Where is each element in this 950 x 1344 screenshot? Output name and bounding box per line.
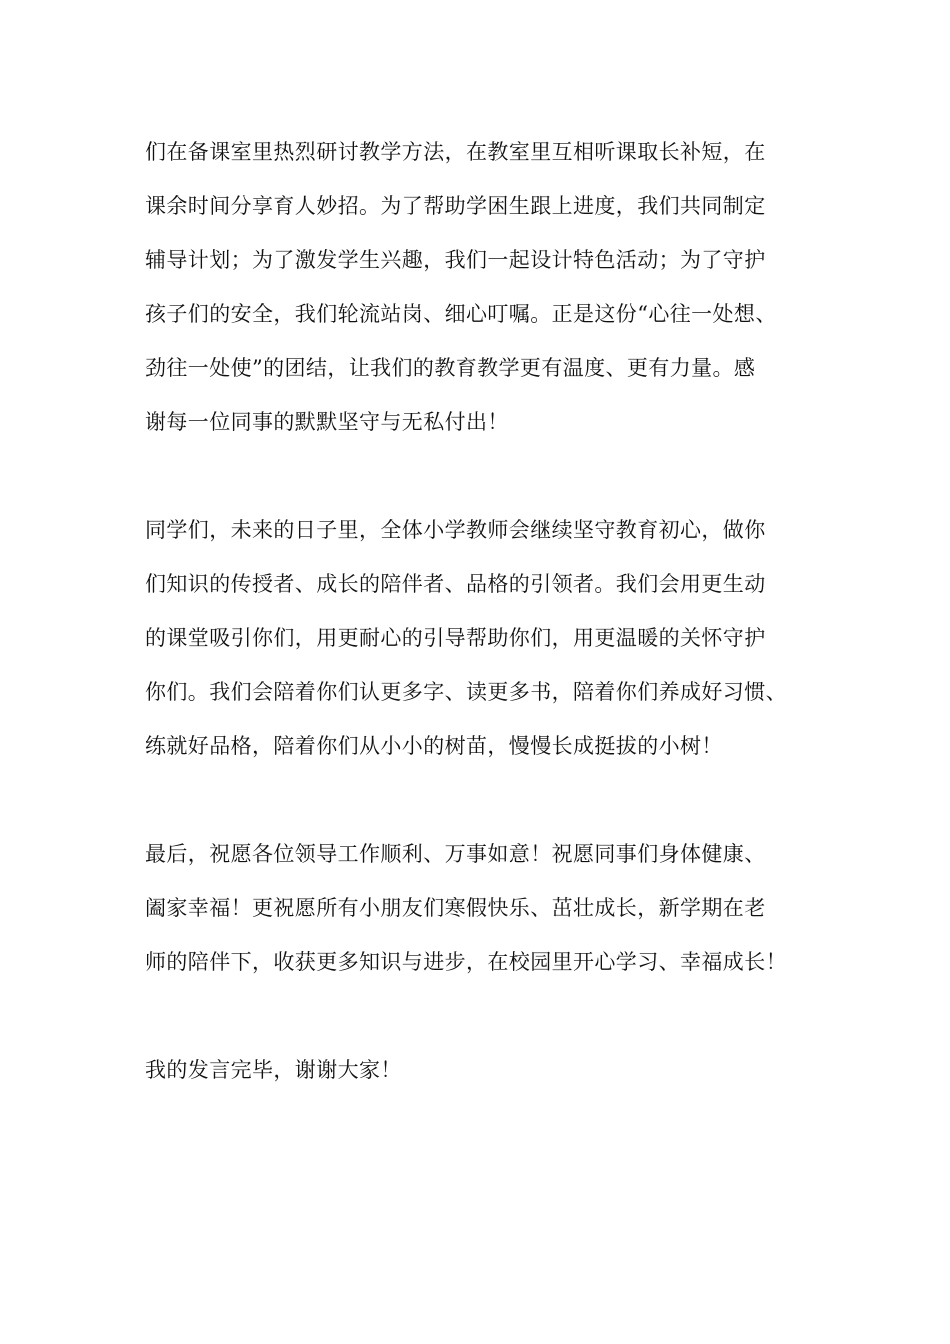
text-line: 阖家幸福！更祝愿所有小朋友们寒假快乐、茁壮成长，新学期在老 <box>145 896 766 920</box>
paragraph-spacer <box>145 454 835 508</box>
text-line: 练就好品格，陪着你们从小小的树苗，慢慢长成挺拔的小树！ <box>145 734 723 758</box>
text-line: 们知识的传授者、成长的陪伴者、品格的引领者。我们会用更生动 <box>145 572 766 596</box>
text-line: 谢每一位同事的默默坚守与无私付出！ <box>145 410 509 434</box>
text-line: 孩子们的安全，我们轮流站岗、细心叮嘱。正是这份“心往一处想、 <box>145 302 777 326</box>
paragraph-students-promise <box>145 508 835 778</box>
text-line: 同学们，未来的日子里，全体小学教师会继续坚守教育初心，做你 <box>145 518 766 542</box>
paragraph-closing <box>145 1048 835 1102</box>
paragraph-wishes <box>145 832 835 994</box>
text-line: 的课堂吸引你们，用更耐心的引导帮助你们，用更温暖的关怀守护 <box>145 626 766 650</box>
text-line: 劲往一处使”的团结，让我们的教育教学更有温度、更有力量。感 <box>145 356 756 380</box>
text-line: 师的陪伴下，收获更多知识与进步，在校园里开心学习、幸福成长！ <box>145 950 787 974</box>
document-body <box>145 130 835 1102</box>
paragraph-spacer <box>145 778 835 832</box>
text-line: 我的发言完毕，谢谢大家！ <box>145 1058 402 1082</box>
text-line: 们在备课室里热烈研讨教学方法，在教室里互相听课取长补短，在 <box>145 140 766 164</box>
paragraph-spacer <box>145 994 835 1048</box>
paragraph-colleagues-thanks <box>145 130 835 454</box>
text-line: 你们。我们会陪着你们认更多字、读更多书，陪着你们养成好习惯、 <box>145 680 787 704</box>
text-line: 最后，祝愿各位领导工作顺利、万事如意！祝愿同事们身体健康、 <box>145 842 766 866</box>
text-line: 辅导计划；为了激发学生兴趣，我们一起设计特色活动；为了守护 <box>145 248 766 272</box>
text-line: 课余时间分享育人妙招。为了帮助学困生跟上进度，我们共同制定 <box>145 194 766 218</box>
